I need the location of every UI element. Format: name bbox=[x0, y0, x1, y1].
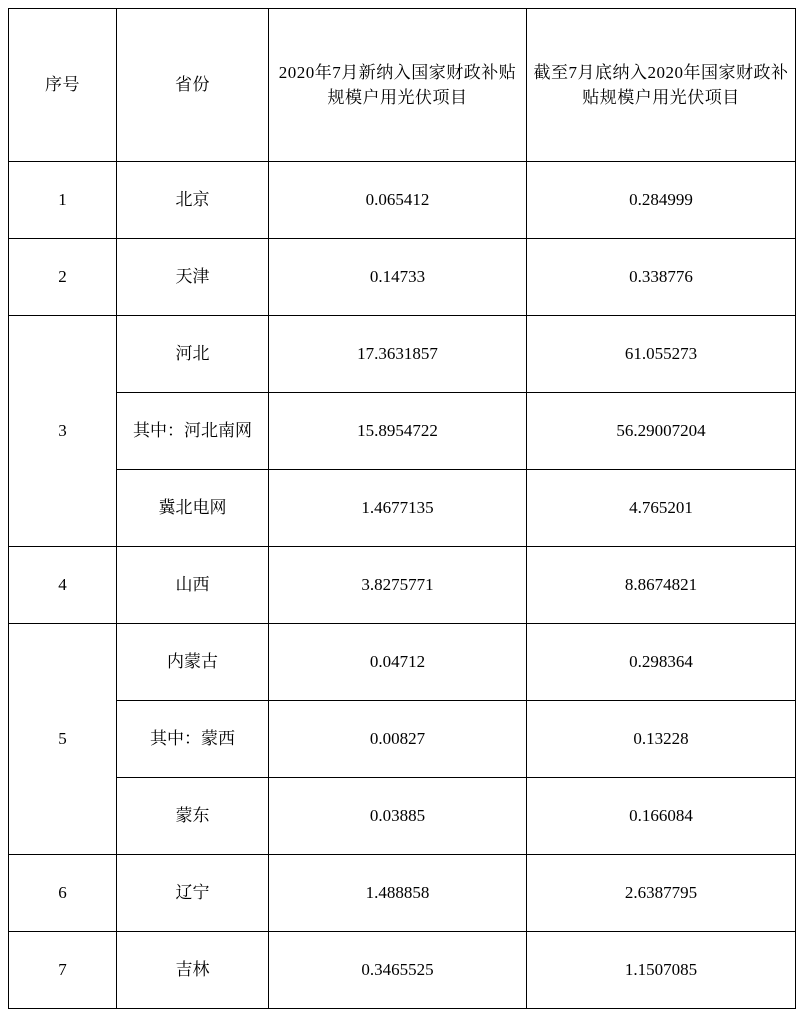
cell-province: 冀北电网 bbox=[117, 470, 269, 547]
cell-total-end-july: 1.1507085 bbox=[527, 932, 796, 1009]
cell-total-end-july: 0.338776 bbox=[527, 239, 796, 316]
table-body bbox=[9, 9, 796, 1009]
cell-index: 5 bbox=[9, 624, 117, 855]
cell-total-end-july: 0.298364 bbox=[527, 624, 796, 701]
cell-new-july: 0.00827 bbox=[269, 701, 527, 778]
cell-index: 7 bbox=[9, 932, 117, 1009]
cell-index: 2 bbox=[9, 239, 117, 316]
cell-province: 天津 bbox=[117, 239, 269, 316]
cell-total-end-july: 0.284999 bbox=[527, 162, 796, 239]
subsidy-scale-table bbox=[8, 8, 796, 1009]
cell-total-end-july: 0.166084 bbox=[527, 778, 796, 855]
cell-new-july: 17.3631857 bbox=[269, 316, 527, 393]
cell-index: 1 bbox=[9, 162, 117, 239]
cell-province: 山西 bbox=[117, 547, 269, 624]
table-row bbox=[9, 701, 796, 778]
cell-new-july: 0.3465525 bbox=[269, 932, 527, 1009]
cell-index: 4 bbox=[9, 547, 117, 624]
table-row bbox=[9, 932, 796, 1009]
cell-total-end-july: 4.765201 bbox=[527, 470, 796, 547]
column-header-index: 序号 bbox=[9, 9, 117, 162]
cell-new-july: 0.04712 bbox=[269, 624, 527, 701]
cell-new-july: 3.8275771 bbox=[269, 547, 527, 624]
table-row bbox=[9, 393, 796, 470]
column-header-province: 省份 bbox=[117, 9, 269, 162]
cell-index: 6 bbox=[9, 855, 117, 932]
cell-province: 辽宁 bbox=[117, 855, 269, 932]
cell-province: 内蒙古 bbox=[117, 624, 269, 701]
table-header-row bbox=[9, 9, 796, 162]
cell-new-july: 0.14733 bbox=[269, 239, 527, 316]
cell-province: 吉林 bbox=[117, 932, 269, 1009]
column-header-new-july: 2020年7月新纳入国家财政补贴规模户用光伏项目 bbox=[269, 9, 527, 162]
column-header-total-end-july: 截至7月底纳入2020年国家财政补贴规模户用光伏项目 bbox=[527, 9, 796, 162]
table-row bbox=[9, 855, 796, 932]
table-row bbox=[9, 239, 796, 316]
cell-province: 蒙东 bbox=[117, 778, 269, 855]
cell-total-end-july: 2.6387795 bbox=[527, 855, 796, 932]
cell-new-july: 0.03885 bbox=[269, 778, 527, 855]
cell-total-end-july: 61.055273 bbox=[527, 316, 796, 393]
table-row bbox=[9, 778, 796, 855]
cell-province: 北京 bbox=[117, 162, 269, 239]
cell-new-july: 15.8954722 bbox=[269, 393, 527, 470]
table-row bbox=[9, 162, 796, 239]
cell-province: 其中：河北南网 bbox=[117, 393, 269, 470]
cell-province: 河北 bbox=[117, 316, 269, 393]
cell-new-july: 0.065412 bbox=[269, 162, 527, 239]
cell-new-july: 1.488858 bbox=[269, 855, 527, 932]
cell-total-end-july: 8.8674821 bbox=[527, 547, 796, 624]
table-row bbox=[9, 316, 796, 393]
table-row bbox=[9, 470, 796, 547]
table-row bbox=[9, 624, 796, 701]
cell-new-july: 1.4677135 bbox=[269, 470, 527, 547]
cell-total-end-july: 0.13228 bbox=[527, 701, 796, 778]
table-row bbox=[9, 547, 796, 624]
cell-total-end-july: 56.29007204 bbox=[527, 393, 796, 470]
cell-province: 其中：蒙西 bbox=[117, 701, 269, 778]
cell-index: 3 bbox=[9, 316, 117, 547]
